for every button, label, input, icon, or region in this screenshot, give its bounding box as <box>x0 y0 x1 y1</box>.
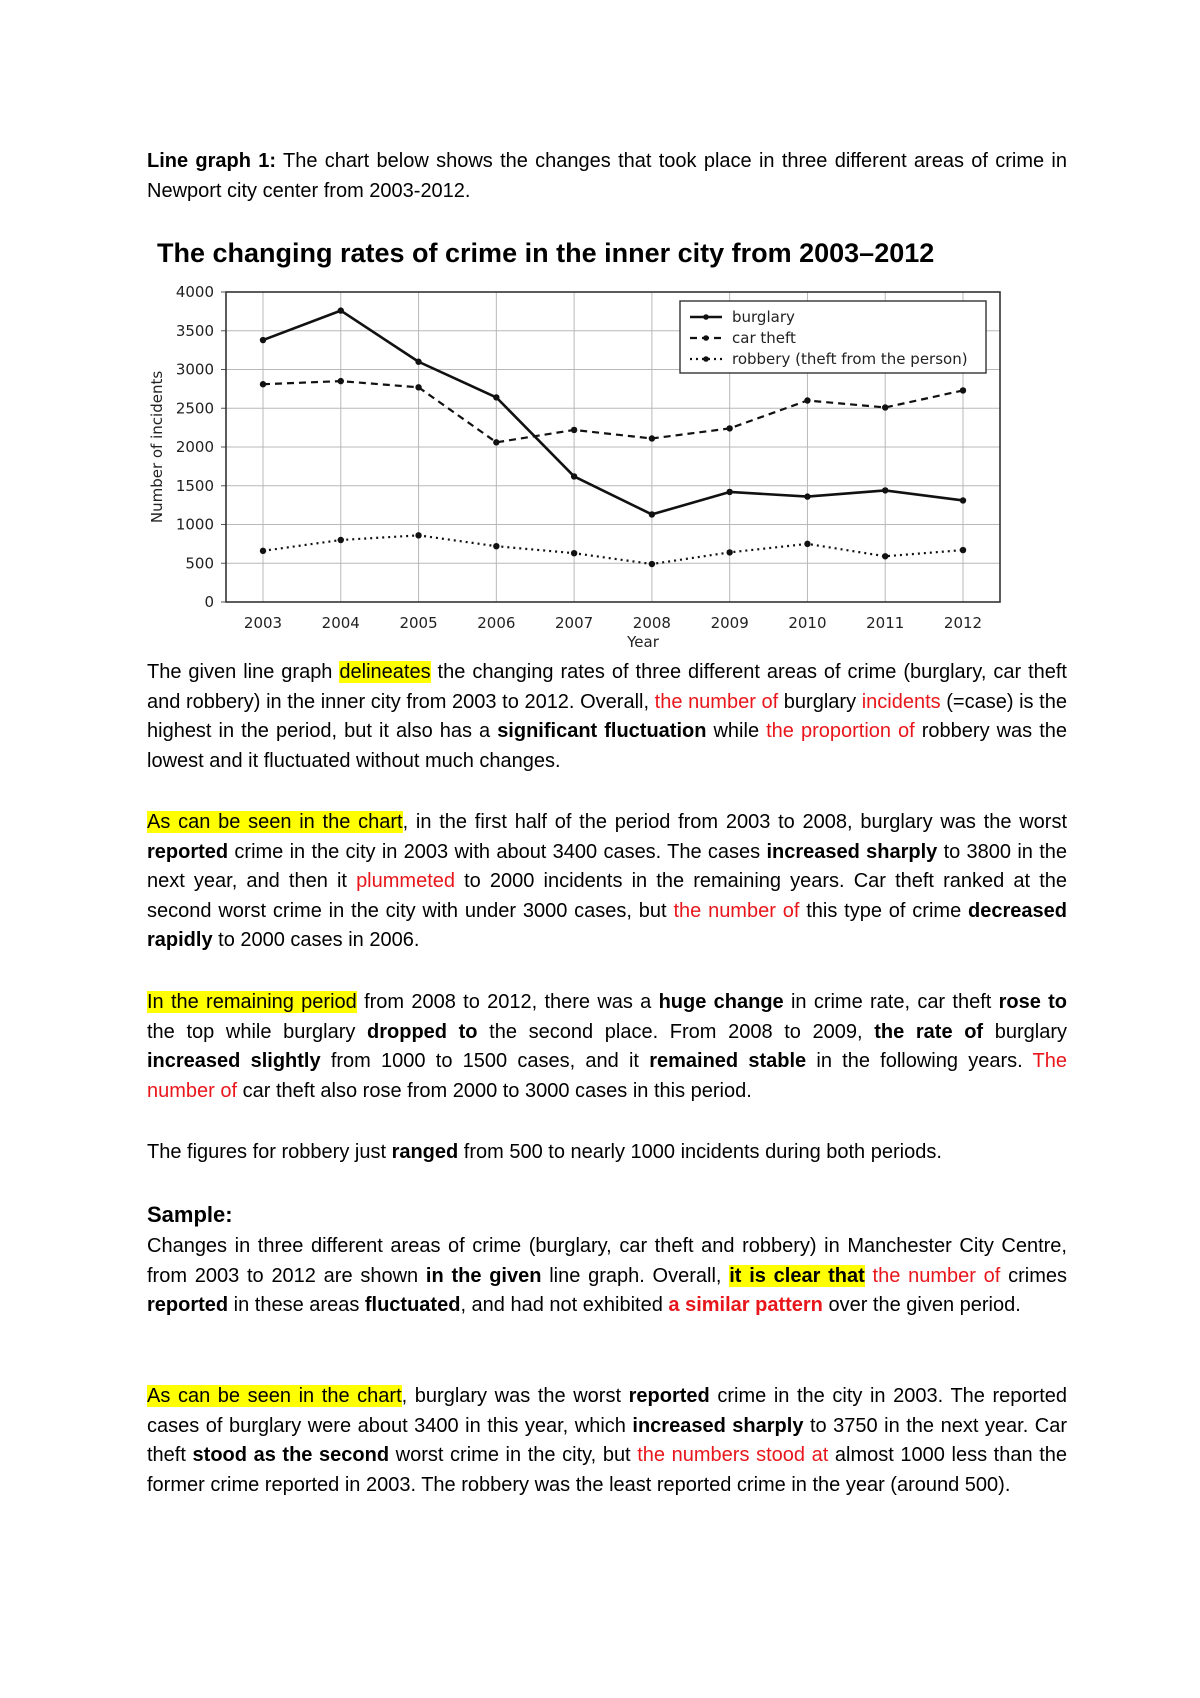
x-tick-label: 2008 <box>632 614 671 632</box>
bold-text: in the given <box>425 1264 542 1287</box>
data-point <box>804 541 810 547</box>
bold-text: dropped to <box>367 1020 478 1043</box>
series-line-2 <box>263 535 963 564</box>
y-tick-label: 3000 <box>175 360 214 379</box>
data-point <box>260 548 266 554</box>
x-tick-label: 2012 <box>943 614 983 632</box>
y-tick-label: 4000 <box>175 283 214 301</box>
data-point <box>726 425 732 431</box>
highlight-red: the proportion of <box>766 720 915 743</box>
highlight-red: a similar pattern <box>668 1294 823 1317</box>
bold-text: stood as the second <box>192 1444 390 1467</box>
legend-label: burglary <box>732 308 795 326</box>
bold-text: decreased rapidly <box>147 899 1067 952</box>
y-tick-label: 0 <box>204 593 214 611</box>
highlight-red: the number of <box>872 1264 1001 1287</box>
data-point <box>571 473 577 479</box>
text: in crime rate, car theft <box>783 991 999 1013</box>
highlight-red: the numbers stood at <box>637 1444 829 1467</box>
chart-title: The changing rates of crime in the inner city from 2003–2012 <box>157 238 935 268</box>
text <box>865 1265 873 1287</box>
text: from 500 to nearly 1000 incidents during both periods. <box>458 1141 942 1163</box>
data-point <box>726 489 732 495</box>
text: , burglary was the worst <box>401 1385 629 1407</box>
data-point <box>415 359 421 365</box>
highlight-red: The number of <box>147 1050 1067 1102</box>
bold-text: increased sharply <box>632 1414 804 1437</box>
paragraph-overview <box>147 658 1067 776</box>
legend-label: car theft <box>732 329 796 347</box>
data-point <box>571 550 577 556</box>
line-chart <box>140 268 1010 648</box>
bold-text: remained stable <box>649 1050 807 1073</box>
data-point <box>882 404 888 410</box>
y-tick-label: 2000 <box>175 438 214 456</box>
text: from 2008 to 2012, there was a <box>356 991 659 1013</box>
data-point <box>338 307 344 313</box>
legend-marker <box>703 335 709 341</box>
text: to 3800 in the next year, and then it <box>147 840 1067 893</box>
y-tick-label: 2500 <box>175 399 214 418</box>
text: The given line graph <box>147 661 340 683</box>
data-point <box>649 511 655 517</box>
intro-paragraph <box>147 147 1067 206</box>
data-point <box>260 381 266 387</box>
text: The figures for robbery just <box>147 1141 392 1163</box>
intro-label: Line graph 1: <box>147 150 277 172</box>
data-point <box>649 561 655 567</box>
highlight-red: plummeted <box>356 870 455 893</box>
y-tick-label: 1000 <box>175 515 214 534</box>
text: this type of crime <box>799 899 969 922</box>
sample-paragraph-1 <box>147 1232 1067 1321</box>
bold-text: increased sharply <box>766 840 938 863</box>
text: Changes in three different areas of crime (burglary, car theft and robbery) in Manchester City Centre, from 2003 to 2012 are shown <box>147 1235 1067 1287</box>
x-tick-label: 2007 <box>555 614 594 632</box>
y-tick-label: 1500 <box>175 476 214 495</box>
text: the changing rates of three different areas of crime (burglary, car theft and robbery) in the inner city from 2003 to 2012. Overall, <box>147 661 1067 713</box>
paragraph-remaining-period <box>147 988 1067 1106</box>
text: car theft also rose from 2000 to 3000 cases in this period. <box>237 1079 752 1102</box>
highlight-yellow: As can be seen in the chart <box>147 1385 402 1407</box>
bold-text: reported <box>147 1294 229 1317</box>
text: over the given period. <box>822 1294 1021 1317</box>
bold-text: increased slightly <box>147 1050 321 1073</box>
data-point <box>493 394 499 400</box>
highlight-red: incidents <box>861 690 941 713</box>
legend-marker <box>703 356 709 362</box>
data-point <box>649 435 655 441</box>
x-axis-label: Year <box>627 633 659 648</box>
data-point <box>960 497 966 503</box>
data-point <box>726 549 732 555</box>
paragraph-first-half <box>147 808 1067 956</box>
data-point <box>882 487 888 493</box>
highlight-red: the number of <box>673 899 800 922</box>
paragraph-robbery <box>147 1138 1067 1168</box>
x-tick-label: 2011 <box>866 614 905 632</box>
text: crime in the city in 2003. The reported cases of burglary were about 3400 in this year, which <box>147 1385 1068 1437</box>
text: crime in the city in 2003 with about 3400 cases. The cases <box>228 840 767 863</box>
data-point <box>804 493 810 499</box>
text: worst crime in the city, but <box>389 1444 638 1467</box>
x-tick-label: 2004 <box>321 614 360 632</box>
legend-label: robbery (theft from the person) <box>732 350 968 368</box>
y-axis-label: Number of incidents <box>148 370 166 524</box>
x-tick-label: 2006 <box>477 614 516 632</box>
bold-text: fluctuated <box>364 1294 461 1317</box>
text: to 3750 in the next year. Car theft <box>147 1414 1067 1467</box>
highlight-red: the number of <box>654 690 779 713</box>
highlight-yellow: it is clear that <box>729 1264 865 1287</box>
data-point <box>571 427 577 433</box>
legend-marker <box>703 314 709 320</box>
bold-text: huge change <box>658 991 784 1013</box>
text: , and had not exhibited <box>460 1294 669 1317</box>
data-point <box>960 547 966 553</box>
text: while <box>706 720 767 743</box>
data-point <box>493 543 499 549</box>
data-point <box>493 439 499 445</box>
data-point <box>260 337 266 343</box>
data-point <box>960 387 966 393</box>
bold-text: ranged <box>391 1141 459 1163</box>
text: the top while burglary <box>147 1020 368 1043</box>
text: burglary <box>778 690 862 713</box>
data-point <box>415 384 421 390</box>
text: , in the first half of the period from 2003 to 2008, burglary was the worst <box>402 811 1068 833</box>
series-line-1 <box>263 381 963 442</box>
text: to 2000 incidents in the remaining years. Car theft ranked at the second worst crime in the city with under 3000 cases, but <box>147 870 1067 922</box>
sample-paragraph-2 <box>147 1382 1067 1500</box>
bold-text: significant fluctuation <box>497 720 707 743</box>
y-tick-label: 3500 <box>175 321 214 340</box>
sample-heading: Sample: <box>147 1202 233 1227</box>
text: in the following years. <box>806 1050 1033 1073</box>
x-tick-label: 2005 <box>399 614 438 632</box>
bold-text: reported <box>628 1385 710 1407</box>
text: almost 1000 less than the former crime reported in 2003. The robbery was the least reported crime in the year (around 500). <box>147 1444 1068 1496</box>
text: the second place. From 2008 to 2009, <box>477 1020 875 1043</box>
highlight-yellow: delineates <box>339 661 431 683</box>
x-tick-label: 2009 <box>710 614 749 632</box>
data-point <box>338 537 344 543</box>
text: (=case) is the highest in the period, but it also has a <box>147 690 1067 743</box>
highlight-yellow: In the remaining period <box>147 991 357 1013</box>
text: from 1000 to 1500 cases, and it <box>320 1050 650 1073</box>
text: in these areas <box>228 1294 365 1317</box>
data-point <box>882 553 888 559</box>
x-tick-label: 2010 <box>788 614 827 632</box>
bold-text: reported <box>147 840 229 863</box>
text: robbery was the lowest and it fluctuated without much changes. <box>147 720 1068 772</box>
text: burglary <box>983 1020 1067 1043</box>
data-point <box>804 397 810 403</box>
text: crimes <box>1000 1264 1068 1287</box>
bold-text: rose to <box>998 991 1068 1013</box>
intro-text: The chart below shows the changes that took place in three different areas of crime in Newport city center from 2003-2012. <box>147 150 1067 202</box>
x-tick-label: 2003 <box>243 614 283 632</box>
data-point <box>415 532 421 538</box>
bold-text: the rate of <box>874 1020 984 1043</box>
text: line graph. Overall, <box>541 1264 730 1287</box>
highlight-yellow: As can be seen in the chart <box>147 811 403 833</box>
y-tick-label: 500 <box>185 554 214 573</box>
data-point <box>338 378 344 384</box>
text: to 2000 cases in 2006. <box>212 929 420 952</box>
